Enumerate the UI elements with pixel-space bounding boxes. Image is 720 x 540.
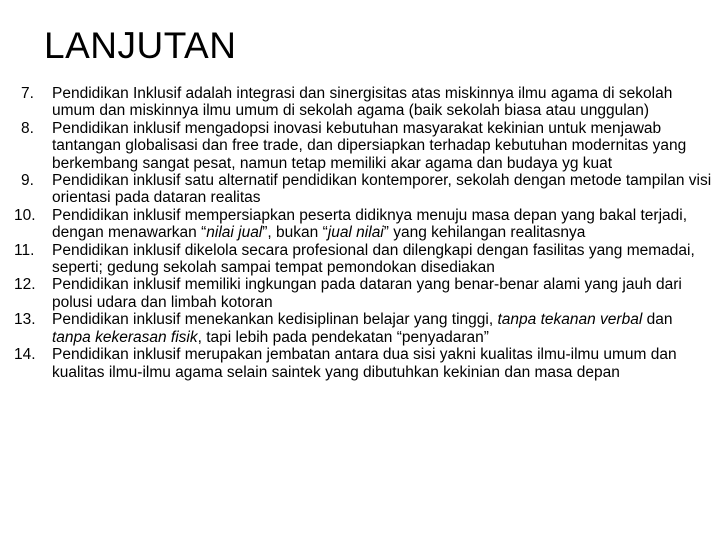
list-item bbox=[0, 172, 715, 207]
list-item-text bbox=[52, 172, 715, 207]
italic-phrase: tanpa tekanan verbal bbox=[497, 311, 643, 329]
list-item-number: 8. bbox=[21, 119, 34, 137]
list-item-text bbox=[52, 242, 715, 277]
list-item bbox=[0, 85, 715, 120]
list-item-text bbox=[52, 276, 715, 311]
list-item bbox=[0, 207, 715, 242]
text-segment: Pendidikan inklusif memiliki ingkungan pada dataran yang benar-benar alami yang jauh dari polusi udara dan limbah kotoran bbox=[52, 276, 682, 311]
list-item-text bbox=[52, 85, 715, 120]
text-segment: Pendidikan inklusif satu alternatif pendidikan kontemporer, sekolah dengan metode tampilan visi orientasi pada dataran realitas bbox=[52, 172, 712, 207]
italic-phrase: nilai jual bbox=[206, 224, 263, 242]
list-item-number: 13. bbox=[14, 311, 36, 329]
italic-phrase: jual nilai bbox=[327, 224, 384, 242]
text-segment: Pendidikan inklusif mempersiapkan peserta didiknya menuju masa depan yang bakal terjadi, dengan menawarkan “ bbox=[52, 206, 688, 242]
list-item bbox=[0, 346, 715, 381]
text-segment: Pendidikan inklusif menekankan kedisiplinan belajar yang tinggi, bbox=[52, 311, 498, 329]
list-item-text bbox=[52, 120, 715, 172]
text-segment: , tapi lebih pada pendekatan “penyadaran” bbox=[197, 328, 489, 346]
list-item bbox=[0, 276, 715, 311]
list-item-number: 12. bbox=[14, 276, 36, 294]
list-item-text bbox=[52, 346, 715, 381]
numbered-list bbox=[0, 85, 715, 381]
list-item-number: 10. bbox=[14, 206, 36, 224]
italic-phrase: tanpa kekerasan fisik bbox=[52, 328, 198, 346]
list-item-number: 7. bbox=[21, 85, 34, 102]
slide-title: LANJUTAN bbox=[44, 25, 237, 66]
list-item-text bbox=[52, 207, 715, 242]
text-segment: Pendidikan Inklusif adalah integrasi dan sinergisitas atas miskinnya ilmu agama di sekolah umum dan miskinnya ilmu umum di sekolah agama (baik sekolah biasa atau unggulan) bbox=[52, 85, 673, 120]
text-segment: Pendidikan inklusif mengadopsi inovasi kebutuhan masyarakat kekinian untuk menjawab tantangan globalisasi dan free trade, dan dipersiapkan terhadap kebutuhan modernitas yang berkembang sangat pesat, namun tetap memiliki akar agama dan budaya yg kuat bbox=[52, 119, 687, 172]
text-segment: dan bbox=[642, 311, 673, 329]
list-item bbox=[0, 120, 715, 172]
text-segment: ” yang kehilangan realitasnya bbox=[383, 224, 586, 242]
list-item-number: 14. bbox=[14, 346, 36, 364]
list-item-text bbox=[52, 311, 715, 346]
text-segment: Pendidikan inklusif dikelola secara profesional dan dilengkapi dengan fasilitas yang memadai, seperti; gedung sekolah sampai tempat pemondokan disediakan bbox=[52, 241, 695, 277]
list-item-number: 9. bbox=[21, 172, 34, 190]
text-segment: ”, bukan “ bbox=[262, 224, 328, 242]
list-item-number: 11. bbox=[14, 241, 35, 259]
list-item bbox=[0, 311, 715, 346]
list-item bbox=[0, 242, 715, 277]
text-segment: Pendidikan inklusif merupakan jembatan antara dua sisi yakni kualitas ilmu-ilmu umum dan kualitas ilmu-ilmu agama selain saintek yang dibutuhkan kekinian dan masa depan bbox=[52, 346, 677, 381]
